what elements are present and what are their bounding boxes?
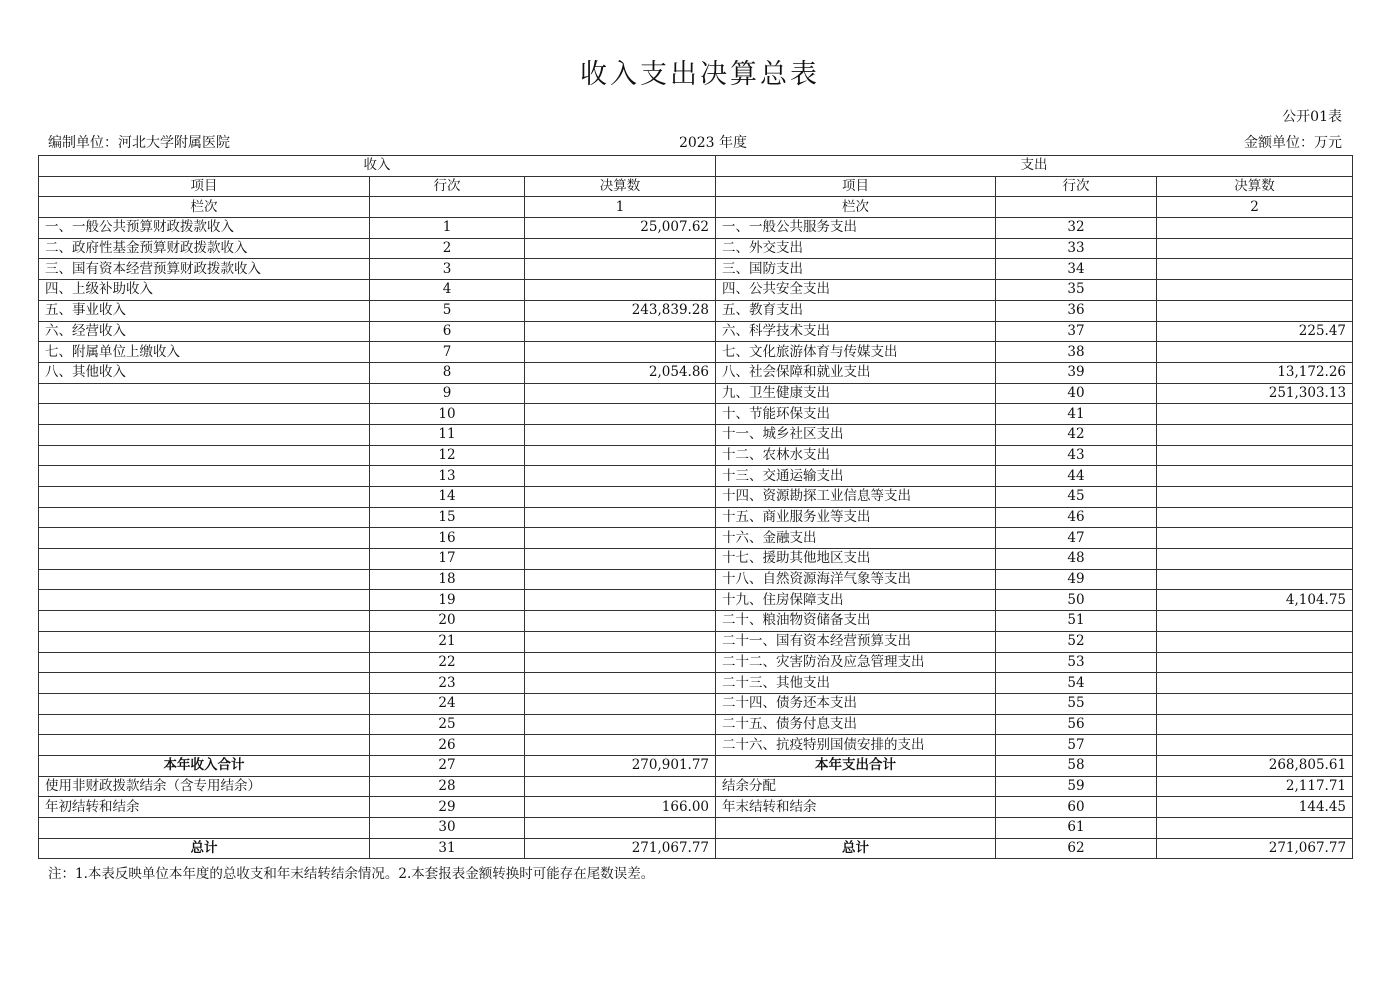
expense-item: 五、教育支出	[716, 300, 996, 321]
empty-cell	[370, 197, 525, 218]
expense-item: 十五、商业服务业等支出	[716, 507, 996, 528]
expense-amount	[1157, 631, 1353, 652]
income-amount	[525, 652, 716, 673]
grand-expense-total-label: 总计	[716, 838, 996, 859]
table-row	[39, 735, 1353, 756]
row-number: 34	[996, 259, 1157, 280]
table-row	[39, 776, 1353, 797]
table-row	[39, 631, 1353, 652]
row-number: 20	[370, 611, 525, 632]
budget-table	[38, 155, 1353, 859]
expense-item: 二十二、灾害防治及应急管理支出	[716, 652, 996, 673]
section-header-row	[39, 156, 1353, 177]
expense-col-index: 2	[1157, 197, 1353, 218]
expense-item: 二十、粮油物资储备支出	[716, 611, 996, 632]
row-number: 7	[370, 342, 525, 363]
row-number: 48	[996, 549, 1157, 570]
row-number: 11	[370, 424, 525, 445]
footnote: 注：1.本表反映单位本年度的总收支和年末结转结余情况。2.本套报表金额转换时可能存在尾数误差。	[48, 866, 655, 882]
table-row	[39, 445, 1353, 466]
table-row	[39, 487, 1353, 508]
table-row	[39, 238, 1353, 259]
expense-amount	[1157, 611, 1353, 632]
row-number: 36	[996, 300, 1157, 321]
row-number: 5	[370, 300, 525, 321]
row-number: 61	[996, 818, 1157, 839]
income-item: 六、经营收入	[39, 321, 370, 342]
grand-income-total-amount: 271,067.77	[525, 838, 716, 859]
expense-item: 一、一般公共服务支出	[716, 218, 996, 239]
row-number: 47	[996, 528, 1157, 549]
expense-amount	[1157, 673, 1353, 694]
surplus-distribution-label: 结余分配	[716, 776, 996, 797]
income-item	[39, 569, 370, 590]
grand-expense-total-row: 62	[996, 838, 1157, 859]
income-item	[39, 528, 370, 549]
row-number: 15	[370, 507, 525, 528]
row-number: 23	[370, 673, 525, 694]
income-item	[39, 693, 370, 714]
income-amount	[525, 445, 716, 466]
year-income-total-label: 本年收入合计	[39, 755, 370, 776]
row-number: 49	[996, 569, 1157, 590]
row-number: 18	[370, 569, 525, 590]
income-section-header: 收入	[39, 156, 716, 177]
expense-amount	[1157, 652, 1353, 673]
row-number: 1	[370, 218, 525, 239]
expense-item: 十六、金融支出	[716, 528, 996, 549]
income-item	[39, 652, 370, 673]
row-number: 59	[996, 776, 1157, 797]
expense-amount: 251,303.13	[1157, 383, 1353, 404]
table-row	[39, 818, 1353, 839]
expense-amount	[1157, 259, 1353, 280]
income-item	[39, 487, 370, 508]
table-row	[39, 280, 1353, 301]
income-item	[39, 466, 370, 487]
year-expense-total-row: 58	[996, 755, 1157, 776]
expense-item-header: 项目	[716, 176, 996, 197]
income-item	[39, 424, 370, 445]
row-number: 32	[996, 218, 1157, 239]
expense-item: 二十四、债务还本支出	[716, 693, 996, 714]
income-item: 八、其他收入	[39, 362, 370, 383]
income-amount	[525, 590, 716, 611]
year-income-total-amount: 270,901.77	[525, 755, 716, 776]
grand-income-total-label: 总计	[39, 838, 370, 859]
income-amount	[525, 404, 716, 425]
row-number: 13	[370, 466, 525, 487]
expense-item: 十九、住房保障支出	[716, 590, 996, 611]
table-row	[39, 321, 1353, 342]
income-amount: 25,007.62	[525, 218, 716, 239]
row-number: 9	[370, 383, 525, 404]
row-number: 40	[996, 383, 1157, 404]
amount-cell: 2,117.71	[1157, 776, 1353, 797]
income-item: 四、上级补助收入	[39, 280, 370, 301]
reporting-unit: 编制单位：河北大学附属医院	[48, 135, 230, 151]
expense-amount	[1157, 445, 1353, 466]
income-item	[39, 673, 370, 694]
income-amount: 243,839.28	[525, 300, 716, 321]
income-amount	[525, 673, 716, 694]
income-col-index-label: 栏次	[39, 197, 370, 218]
expense-item: 二十六、抗疫特别国债安排的支出	[716, 735, 996, 756]
row-number: 8	[370, 362, 525, 383]
income-amount	[525, 569, 716, 590]
income-amount	[525, 507, 716, 528]
expense-item: 十二、农林水支出	[716, 445, 996, 466]
table-row	[39, 611, 1353, 632]
row-number: 26	[370, 735, 525, 756]
expense-amount	[1157, 693, 1353, 714]
row-number: 60	[996, 797, 1157, 818]
income-amount-header: 决算数	[525, 176, 716, 197]
empty-cell	[1157, 818, 1353, 839]
table-row	[39, 342, 1353, 363]
page-title: 收入支出决算总表	[580, 59, 820, 90]
row-number: 10	[370, 404, 525, 425]
row-number: 33	[996, 238, 1157, 259]
fiscal-year: 2023 年度	[678, 135, 748, 151]
table-row	[39, 507, 1353, 528]
table-row	[39, 218, 1353, 239]
row-number: 21	[370, 631, 525, 652]
income-item	[39, 611, 370, 632]
income-item: 二、政府性基金预算财政拨款收入	[39, 238, 370, 259]
row-number: 17	[370, 549, 525, 570]
income-item: 三、国有资本经营预算财政拨款收入	[39, 259, 370, 280]
column-header-row	[39, 176, 1353, 197]
empty-cell	[996, 197, 1157, 218]
expense-item: 十一、城乡社区支出	[716, 424, 996, 445]
table-row	[39, 797, 1353, 818]
expense-item: 四、公共安全支出	[716, 280, 996, 301]
expense-amount	[1157, 507, 1353, 528]
closing-balance-label: 年末结转和结余	[716, 797, 996, 818]
amount-cell: 166.00	[525, 797, 716, 818]
income-item	[39, 714, 370, 735]
empty-cell	[716, 818, 996, 839]
row-number: 29	[370, 797, 525, 818]
row-number: 2	[370, 238, 525, 259]
expense-item: 十八、自然资源海洋气象等支出	[716, 569, 996, 590]
expense-amount: 4,104.75	[1157, 590, 1353, 611]
year-expense-total-amount: 268,805.61	[1157, 755, 1353, 776]
income-item	[39, 735, 370, 756]
table-row	[39, 569, 1353, 590]
income-amount	[525, 342, 716, 363]
expense-amount	[1157, 714, 1353, 735]
amount-cell	[525, 776, 716, 797]
row-number: 43	[996, 445, 1157, 466]
expense-amount	[1157, 280, 1353, 301]
expense-amount	[1157, 404, 1353, 425]
expense-row-header: 行次	[996, 176, 1157, 197]
row-number: 46	[996, 507, 1157, 528]
table-row	[39, 424, 1353, 445]
expense-section-header: 支出	[716, 156, 1353, 177]
expense-amount-header: 决算数	[1157, 176, 1353, 197]
form-number: 公开01表	[1282, 109, 1342, 125]
expense-amount	[1157, 735, 1353, 756]
table-row	[39, 362, 1353, 383]
income-amount	[525, 424, 716, 445]
row-number: 12	[370, 445, 525, 466]
income-item	[39, 507, 370, 528]
expense-amount	[1157, 342, 1353, 363]
amount-cell: 144.45	[1157, 797, 1353, 818]
expense-item: 十、节能环保支出	[716, 404, 996, 425]
row-number: 19	[370, 590, 525, 611]
income-item-header: 项目	[39, 176, 370, 197]
row-number: 56	[996, 714, 1157, 735]
income-item: 七、附属单位上缴收入	[39, 342, 370, 363]
income-amount	[525, 321, 716, 342]
expense-amount	[1157, 487, 1353, 508]
income-amount	[525, 735, 716, 756]
table-row	[39, 259, 1353, 280]
row-number: 42	[996, 424, 1157, 445]
expense-item: 十七、援助其他地区支出	[716, 549, 996, 570]
income-amount	[525, 631, 716, 652]
expense-item: 三、国防支出	[716, 259, 996, 280]
table-row	[39, 549, 1353, 570]
row-number: 35	[996, 280, 1157, 301]
row-number: 24	[370, 693, 525, 714]
income-amount	[525, 693, 716, 714]
year-total-row	[39, 755, 1353, 776]
expense-item: 六、科学技术支出	[716, 321, 996, 342]
empty-cell	[525, 818, 716, 839]
row-number: 55	[996, 693, 1157, 714]
row-number: 6	[370, 321, 525, 342]
table-row	[39, 714, 1353, 735]
expense-item: 二十五、债务付息支出	[716, 714, 996, 735]
income-item: 一、一般公共预算财政拨款收入	[39, 218, 370, 239]
opening-balance-label: 年初结转和结余	[39, 797, 370, 818]
table-row	[39, 383, 1353, 404]
income-item: 五、事业收入	[39, 300, 370, 321]
table-row	[39, 673, 1353, 694]
table-row	[39, 693, 1353, 714]
expense-item: 二、外交支出	[716, 238, 996, 259]
row-number: 51	[996, 611, 1157, 632]
non-fiscal-surplus-label: 使用非财政拨款结余（含专用结余）	[39, 776, 370, 797]
expense-item: 八、社会保障和就业支出	[716, 362, 996, 383]
expense-item: 二十一、国有资本经营预算支出	[716, 631, 996, 652]
table-row	[39, 590, 1353, 611]
income-item	[39, 383, 370, 404]
empty-cell	[39, 818, 370, 839]
row-number: 39	[996, 362, 1157, 383]
row-number: 16	[370, 528, 525, 549]
grand-income-total-row: 31	[370, 838, 525, 859]
income-amount	[525, 466, 716, 487]
income-amount	[525, 611, 716, 632]
income-amount	[525, 383, 716, 404]
income-col-index: 1	[525, 197, 716, 218]
income-amount	[525, 238, 716, 259]
row-number: 53	[996, 652, 1157, 673]
expense-item: 九、卫生健康支出	[716, 383, 996, 404]
grand-total-row	[39, 838, 1353, 859]
row-number: 41	[996, 404, 1157, 425]
row-number: 45	[996, 487, 1157, 508]
row-number: 25	[370, 714, 525, 735]
income-item	[39, 445, 370, 466]
income-item	[39, 404, 370, 425]
year-expense-total-label: 本年支出合计	[716, 755, 996, 776]
grand-expense-total-amount: 271,067.77	[1157, 838, 1353, 859]
expense-amount	[1157, 528, 1353, 549]
income-amount: 2,054.86	[525, 362, 716, 383]
income-row-header: 行次	[370, 176, 525, 197]
row-number: 3	[370, 259, 525, 280]
income-amount	[525, 528, 716, 549]
row-number: 54	[996, 673, 1157, 694]
row-number: 28	[370, 776, 525, 797]
income-item	[39, 590, 370, 611]
expense-amount: 13,172.26	[1157, 362, 1353, 383]
income-item	[39, 549, 370, 570]
expense-amount	[1157, 424, 1353, 445]
income-amount	[525, 549, 716, 570]
table-row	[39, 466, 1353, 487]
income-amount	[525, 259, 716, 280]
row-number: 22	[370, 652, 525, 673]
row-number: 37	[996, 321, 1157, 342]
row-number: 38	[996, 342, 1157, 363]
row-number: 44	[996, 466, 1157, 487]
expense-item: 十四、资源勘探工业信息等支出	[716, 487, 996, 508]
income-amount	[525, 714, 716, 735]
table-row	[39, 528, 1353, 549]
income-amount	[525, 487, 716, 508]
expense-amount	[1157, 218, 1353, 239]
row-number: 52	[996, 631, 1157, 652]
row-number: 57	[996, 735, 1157, 756]
table-row	[39, 404, 1353, 425]
column-index-row	[39, 197, 1353, 218]
expense-amount: 225.47	[1157, 321, 1353, 342]
table-row	[39, 300, 1353, 321]
expense-amount	[1157, 569, 1353, 590]
table-row	[39, 652, 1353, 673]
money-unit: 金额单位：万元	[1244, 135, 1342, 151]
expense-amount	[1157, 466, 1353, 487]
year-income-total-row: 27	[370, 755, 525, 776]
income-item	[39, 631, 370, 652]
expense-item: 二十三、其他支出	[716, 673, 996, 694]
row-number: 30	[370, 818, 525, 839]
row-number: 50	[996, 590, 1157, 611]
income-amount	[525, 280, 716, 301]
expense-item: 十三、交通运输支出	[716, 466, 996, 487]
expense-amount	[1157, 300, 1353, 321]
row-number: 14	[370, 487, 525, 508]
expense-col-index-label: 栏次	[716, 197, 996, 218]
expense-item: 七、文化旅游体育与传媒支出	[716, 342, 996, 363]
expense-amount	[1157, 549, 1353, 570]
expense-amount	[1157, 238, 1353, 259]
row-number: 4	[370, 280, 525, 301]
